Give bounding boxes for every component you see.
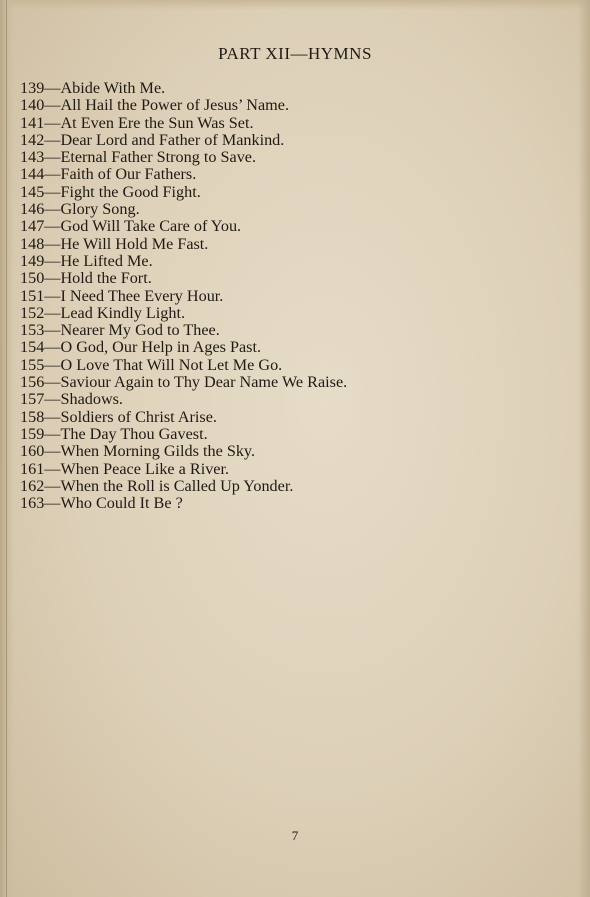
hymn-item: 142—Dear Lord and Father of Mankind. [20, 130, 285, 149]
hymn-item: 154—O God, Our Help in Ages Past. [20, 338, 262, 357]
hymn-item: 148—He Will Hold Me Fast. [20, 234, 209, 253]
hymn-list [20, 80, 347, 512]
page-right-edge [578, 0, 590, 897]
hymn-item: 150—Hold the Fort. [20, 269, 152, 288]
hymn-item: 141—At Even Ere the Sun Was Set. [20, 113, 254, 132]
hymn-item: 156—Saviour Again to Thy Dear Name We Raise. [20, 373, 348, 392]
binding-line [6, 0, 7, 897]
hymn-item: 153—Nearer My God to Thee. [20, 321, 220, 340]
hymn-item: 144—Faith of Our Fathers. [20, 165, 197, 184]
hymn-item: 145—Fight the Good Fight. [20, 182, 201, 201]
hymn-item: 152—Lead Kindly Light. [20, 303, 185, 322]
page-top-edge [0, 0, 590, 10]
hymn-item: 163—Who Could It Be ? [20, 494, 183, 513]
hymn-item: 151—I Need Thee Every Hour. [20, 286, 224, 305]
hymn-item: 140—All Hail the Power of Jesus’ Name. [20, 96, 289, 115]
hymn-item: 160—When Morning Gilds the Sky. [20, 442, 256, 461]
hymn-item: 149—He Lifted Me. [20, 251, 153, 270]
hymn-item: 162—When the Roll is Called Up Yonder. [20, 476, 294, 495]
page-binding-edge [0, 0, 14, 897]
page-number: 7 [291, 828, 299, 843]
hymn-item: 147—God Will Take Care of You. [20, 217, 242, 236]
hymn-item: 159—The Day Thou Gavest. [20, 424, 208, 443]
hymn-item: 161—When Peace Like a River. [20, 459, 230, 478]
hymn-item: 146—Glory Song. [20, 200, 140, 219]
section-heading: PART XII—HYMNS [218, 44, 372, 63]
hymn-item: 139—Abide With Me. [20, 79, 166, 97]
hymn-item: 143—Eternal Father Strong to Save. [20, 148, 257, 167]
hymn-item: 157—Shadows. [20, 390, 123, 409]
hymn-item: 155—O Love That Will Not Let Me Go. [20, 355, 283, 374]
hymn-item: 158—Soldiers of Christ Arise. [20, 407, 217, 426]
